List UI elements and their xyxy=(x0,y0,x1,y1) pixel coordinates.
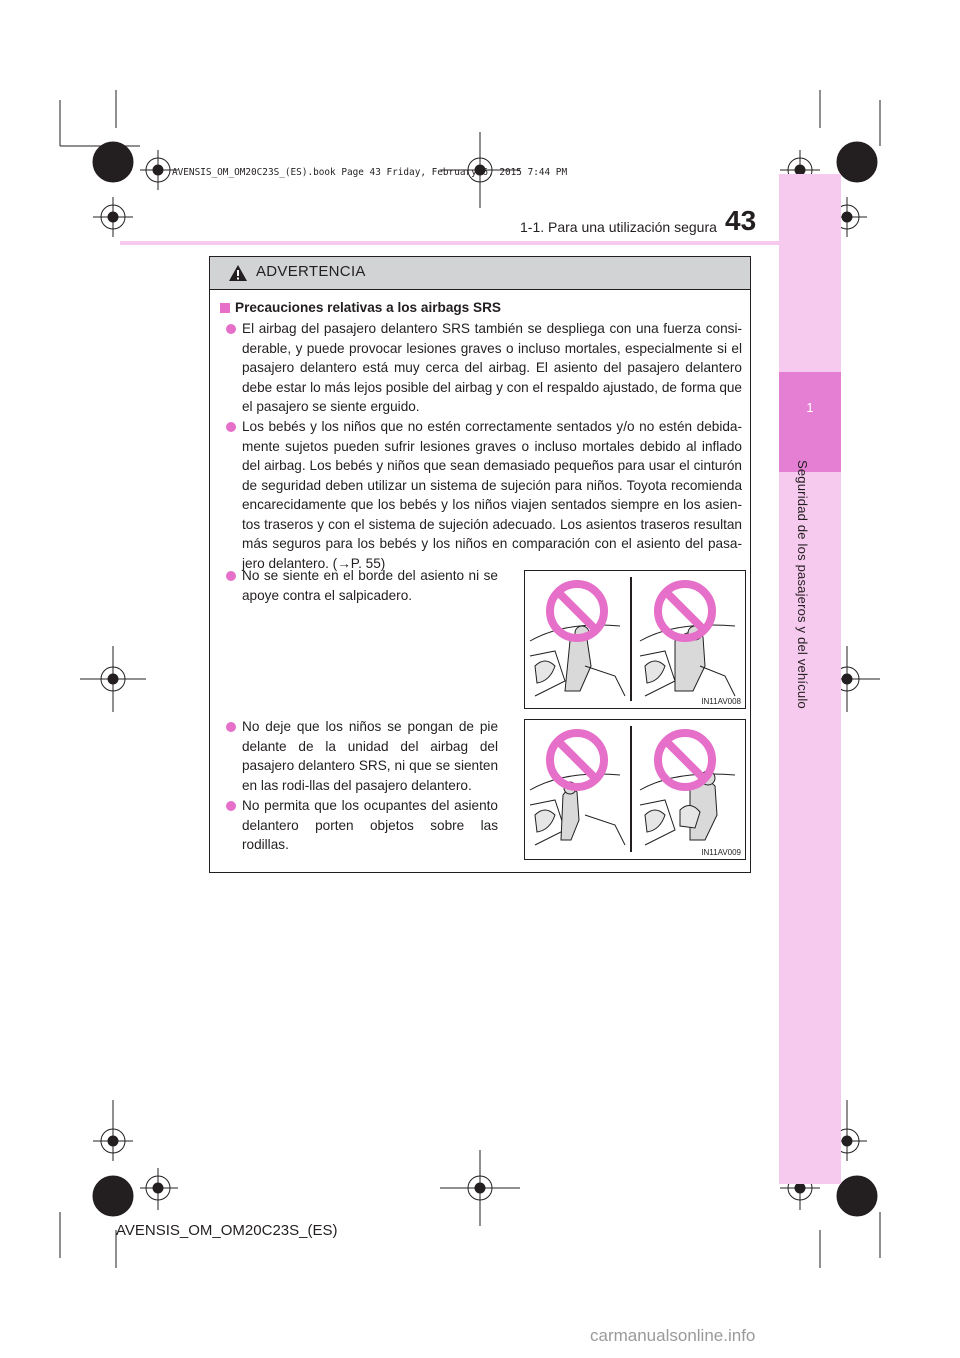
warning-bullet xyxy=(242,717,498,795)
bullet-text: Los bebés y los niños que no estén correctamente sentados y/o no estén debida-mente sujetos pueden sufrir lesiones graves o incluso mortales debido al inflado del airbag. Los bebés y niños que sean demasiado pequeños para usar el cinturón de seguridad deben utilizar un sistema de sujeción para niños. Toyota recomienda encarecidamente que los bebés y los niños viajen sentados siempre en los asien-tos traseros y con el sistema de sujeción adecuado. Los asientos traseros resultan más seguros para los bebés y los niños en comparación con el asiento del pasa-jero delantero. (→P. 55) xyxy=(242,419,742,571)
figure-children-front-seat xyxy=(524,719,746,860)
header-rule xyxy=(120,241,779,245)
figure-incorrect-seating xyxy=(524,570,746,709)
chapter-active-marker xyxy=(779,372,841,472)
chapter-label xyxy=(779,460,841,720)
section-heading-text: Precauciones relativas a los airbags SRS xyxy=(235,300,501,315)
warning-header xyxy=(210,257,750,290)
section-title: 1-1. Para una utilización segura xyxy=(520,219,717,235)
illustration-child-standing xyxy=(525,720,745,859)
bullet-text: No permita que los ocupantes del asiento delantero porten objetos sobre las rodillas. xyxy=(242,798,498,852)
round-bullet-icon xyxy=(226,722,236,732)
chapter-label-text: Seguridad de los pasajeros y del vehículo xyxy=(795,460,810,709)
round-bullet-icon xyxy=(226,801,236,811)
section-heading xyxy=(220,300,501,315)
round-bullet-icon xyxy=(226,422,236,432)
prohibited-icon xyxy=(550,733,604,787)
warning-triangle-icon xyxy=(228,264,248,282)
watermark: carmanualsonline.info xyxy=(590,1326,756,1345)
book-stamp: AVENSIS_OM_OM20C23S_(ES).book Page 43 Friday, February 6, 2015 7:44 PM xyxy=(172,167,568,178)
warning-box xyxy=(209,256,751,873)
illustration-passenger-leaning xyxy=(525,571,745,708)
figure-code: IN11AV009 xyxy=(701,848,741,857)
figure-code: IN11AV008 xyxy=(701,697,741,706)
round-bullet-icon xyxy=(226,324,236,334)
bullet-text: No se siente en el borde del asiento ni se apoye contra el salpicadero. xyxy=(242,568,498,603)
round-bullet-icon xyxy=(226,571,236,581)
page-number: 43 xyxy=(725,205,757,236)
bullet-text: No deje que los niños se pongan de pie delante de la unidad del airbag del pasajero delantero SRS, ni que se sienten en las rodi-llas del pasajero delantero. xyxy=(242,719,498,793)
warning-bullet xyxy=(242,319,742,417)
bullet-text: El airbag del pasajero delantero SRS también se despliega con una fuerza consi-derable, y puede provocar lesiones graves o incluso mortales, especialmente si el pasajero delantero está muy cerca del airbag. El asiento del pasajero delantero debe estar lo más lejos posible del airbag y con el respaldo ajustado, de forma que el pasajero se siente erguido. xyxy=(242,321,742,414)
warning-bullet xyxy=(242,566,498,605)
prohibited-icon xyxy=(658,733,712,787)
warning-title: ADVERTENCIA xyxy=(256,263,366,280)
prohibited-icon xyxy=(658,584,712,638)
warning-bullet xyxy=(242,417,742,573)
document-code: AVENSIS_OM_OM20C23S_(ES) xyxy=(116,1222,338,1239)
chapter-number: 1 xyxy=(806,400,814,415)
warning-bullet xyxy=(242,796,498,855)
square-bullet-icon xyxy=(220,303,230,313)
